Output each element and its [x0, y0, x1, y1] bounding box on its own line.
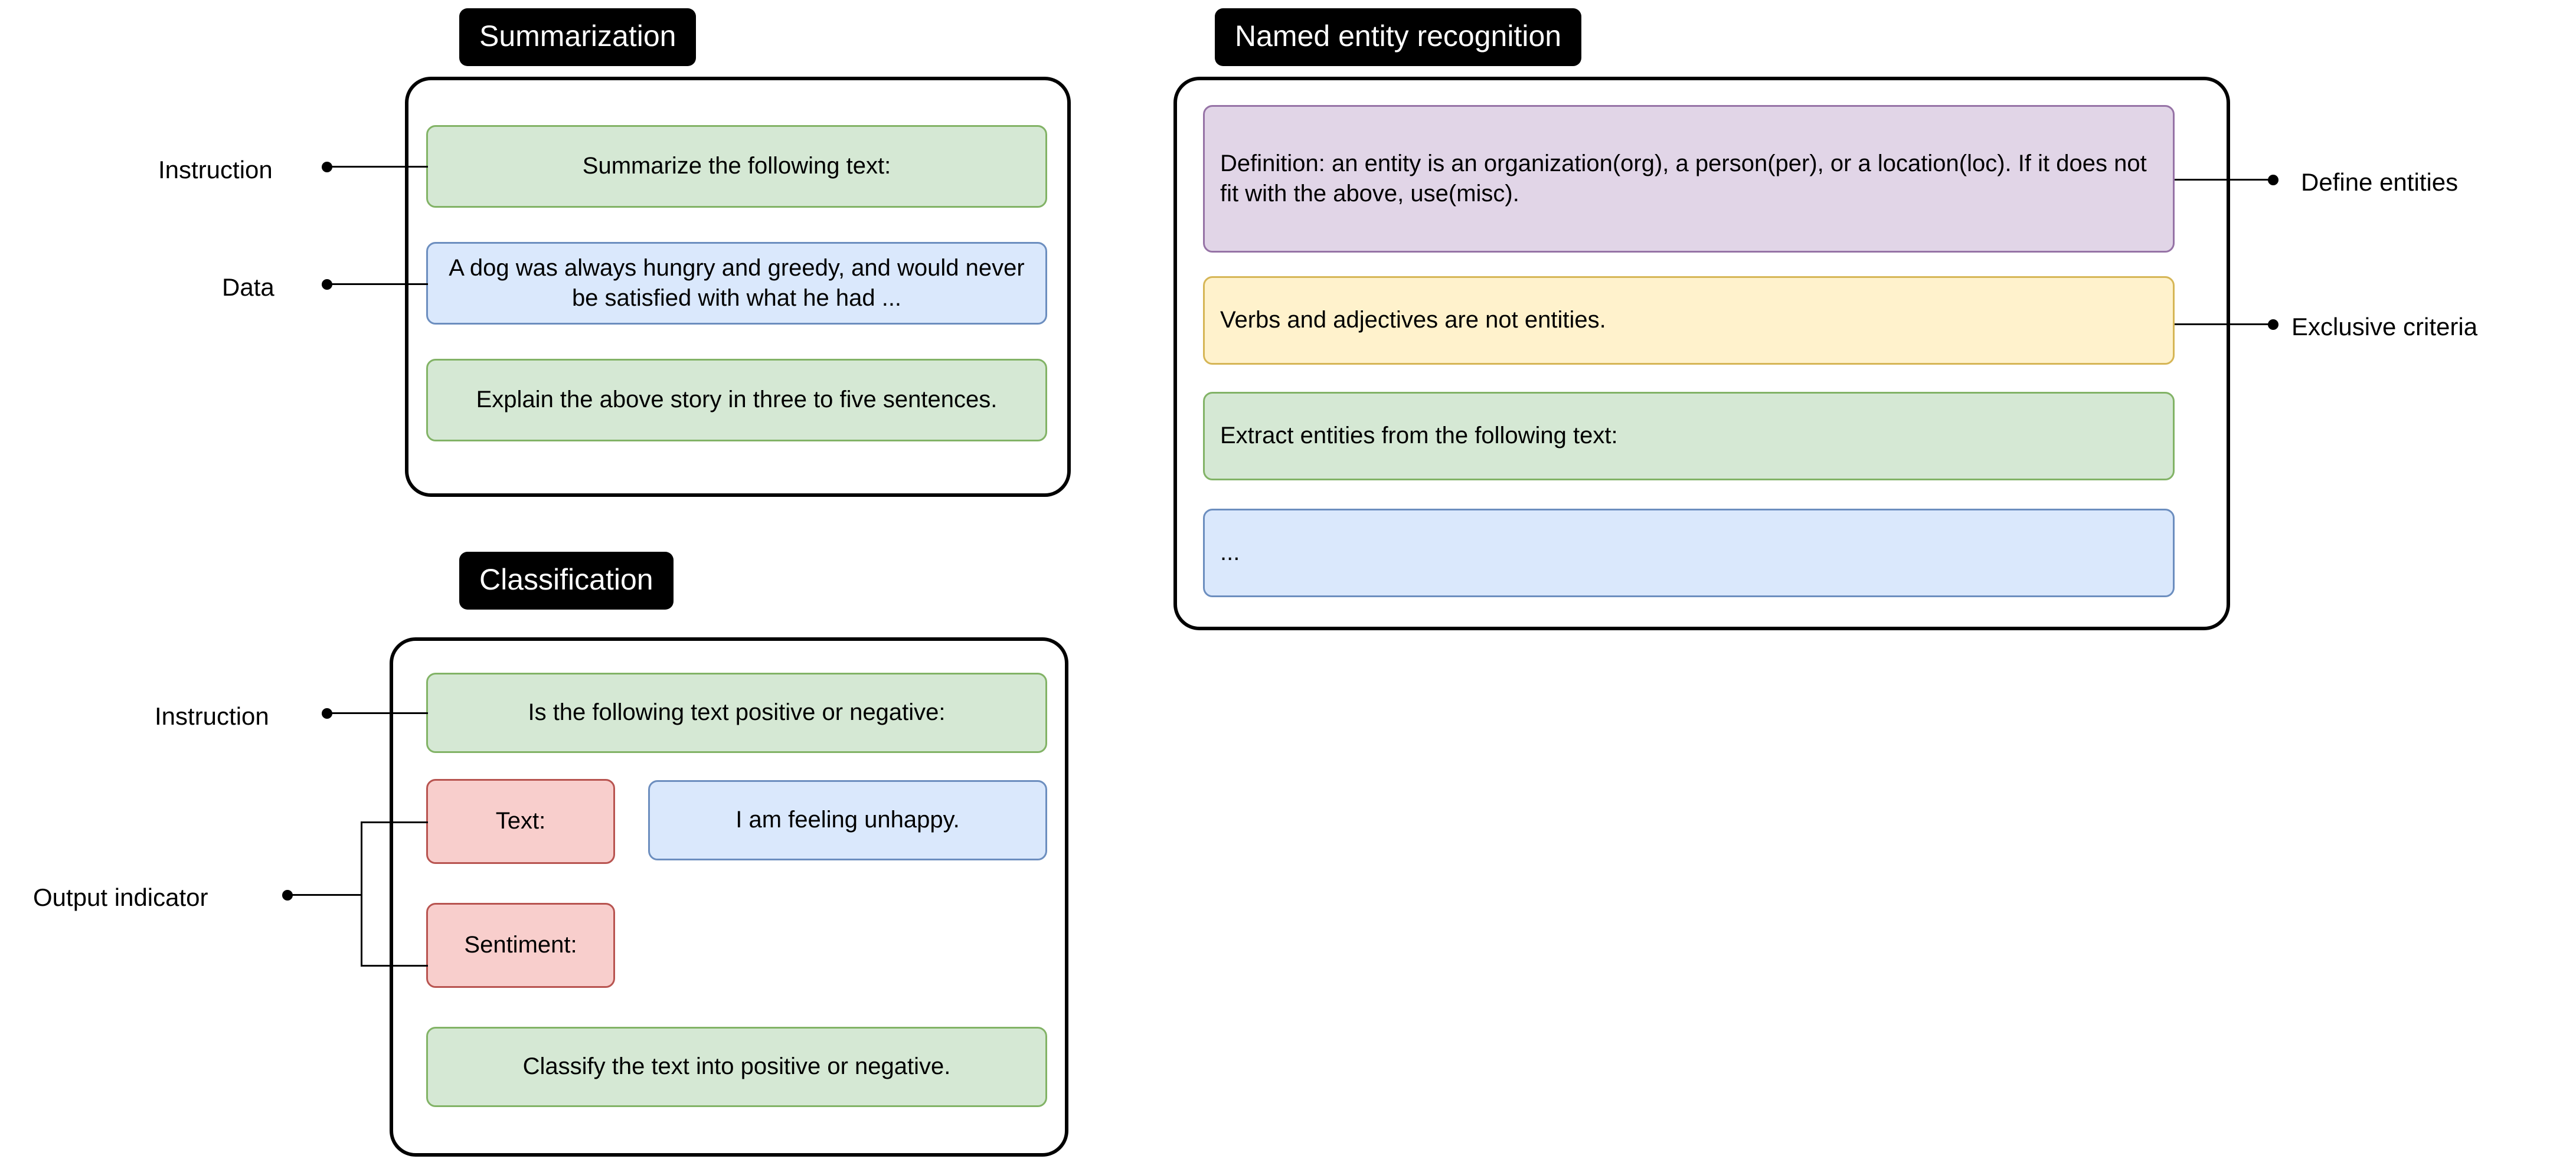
callout-line-sum-instruction	[331, 166, 428, 168]
callout-line-cls-output-bottom	[361, 965, 428, 967]
callout-line-ner-exclusive	[2175, 323, 2271, 325]
callout-label-sum-data: Data	[222, 273, 274, 301]
row-text: Verbs and adjectives are not entities.	[1220, 307, 1606, 333]
callout-line-cls-instruction	[331, 712, 428, 714]
callout-label-sum-instruction: Instruction	[158, 156, 273, 184]
row-text: Summarize the following text:	[582, 153, 891, 179]
callout-line-sum-data	[331, 283, 428, 285]
callout-bracket-cls-output	[361, 821, 362, 967]
row-text: Extract entities from the following text:	[1220, 423, 1618, 449]
callout-label-ner-exclusive: Exclusive criteria	[2291, 313, 2478, 341]
row-ner-definition	[1203, 105, 2175, 253]
row-ner-instruction	[1203, 392, 2175, 480]
row-cls-instruction	[426, 673, 1047, 753]
row-ner-exclusive	[1203, 276, 2175, 365]
panel-title-summarization: Summarization	[459, 8, 696, 66]
row-ner-data	[1203, 509, 2175, 597]
row-sum-data	[426, 242, 1047, 325]
row-sum-instruction-2	[426, 359, 1047, 441]
panel-title-classification: Classification	[459, 552, 674, 610]
callout-label-cls-instruction: Instruction	[155, 702, 269, 730]
callout-line-cls-output-top	[361, 821, 428, 823]
row-cls-sentiment-indicator	[426, 903, 615, 988]
callout-line-ner-define	[2175, 179, 2271, 181]
row-cls-text-indicator	[426, 779, 615, 864]
row-text: A dog was always hungry and greedy, and would never be satisfied with what he had ...	[449, 254, 1025, 311]
row-text: Text:	[495, 808, 546, 834]
row-text: Sentiment:	[464, 932, 577, 958]
row-text: ...	[1220, 539, 1240, 566]
row-cls-text-value	[648, 780, 1047, 860]
callout-label-ner-define: Define entities	[2301, 168, 2459, 196]
row-sum-instruction	[426, 125, 1047, 208]
row-cls-instruction-2	[426, 1027, 1047, 1107]
callout-dot-ner-exclusive	[2268, 319, 2278, 330]
row-text: Is the following text positive or negative:	[528, 699, 946, 726]
row-text: I am feeling unhappy.	[735, 807, 960, 833]
row-text: Classify the text into positive or negative.	[522, 1053, 951, 1080]
callout-dot-ner-define	[2268, 175, 2278, 185]
row-text: Definition: an entity is an organization(org), a person(per), or a location(loc). If it does not fit with the above, use(misc).	[1220, 150, 2147, 207]
callout-label-cls-output: Output indicator	[33, 883, 208, 911]
row-text: Explain the above story in three to five sentences.	[476, 387, 998, 413]
callout-line-cls-output-stem	[291, 894, 362, 896]
panel-title-ner: Named entity recognition	[1215, 8, 1581, 66]
